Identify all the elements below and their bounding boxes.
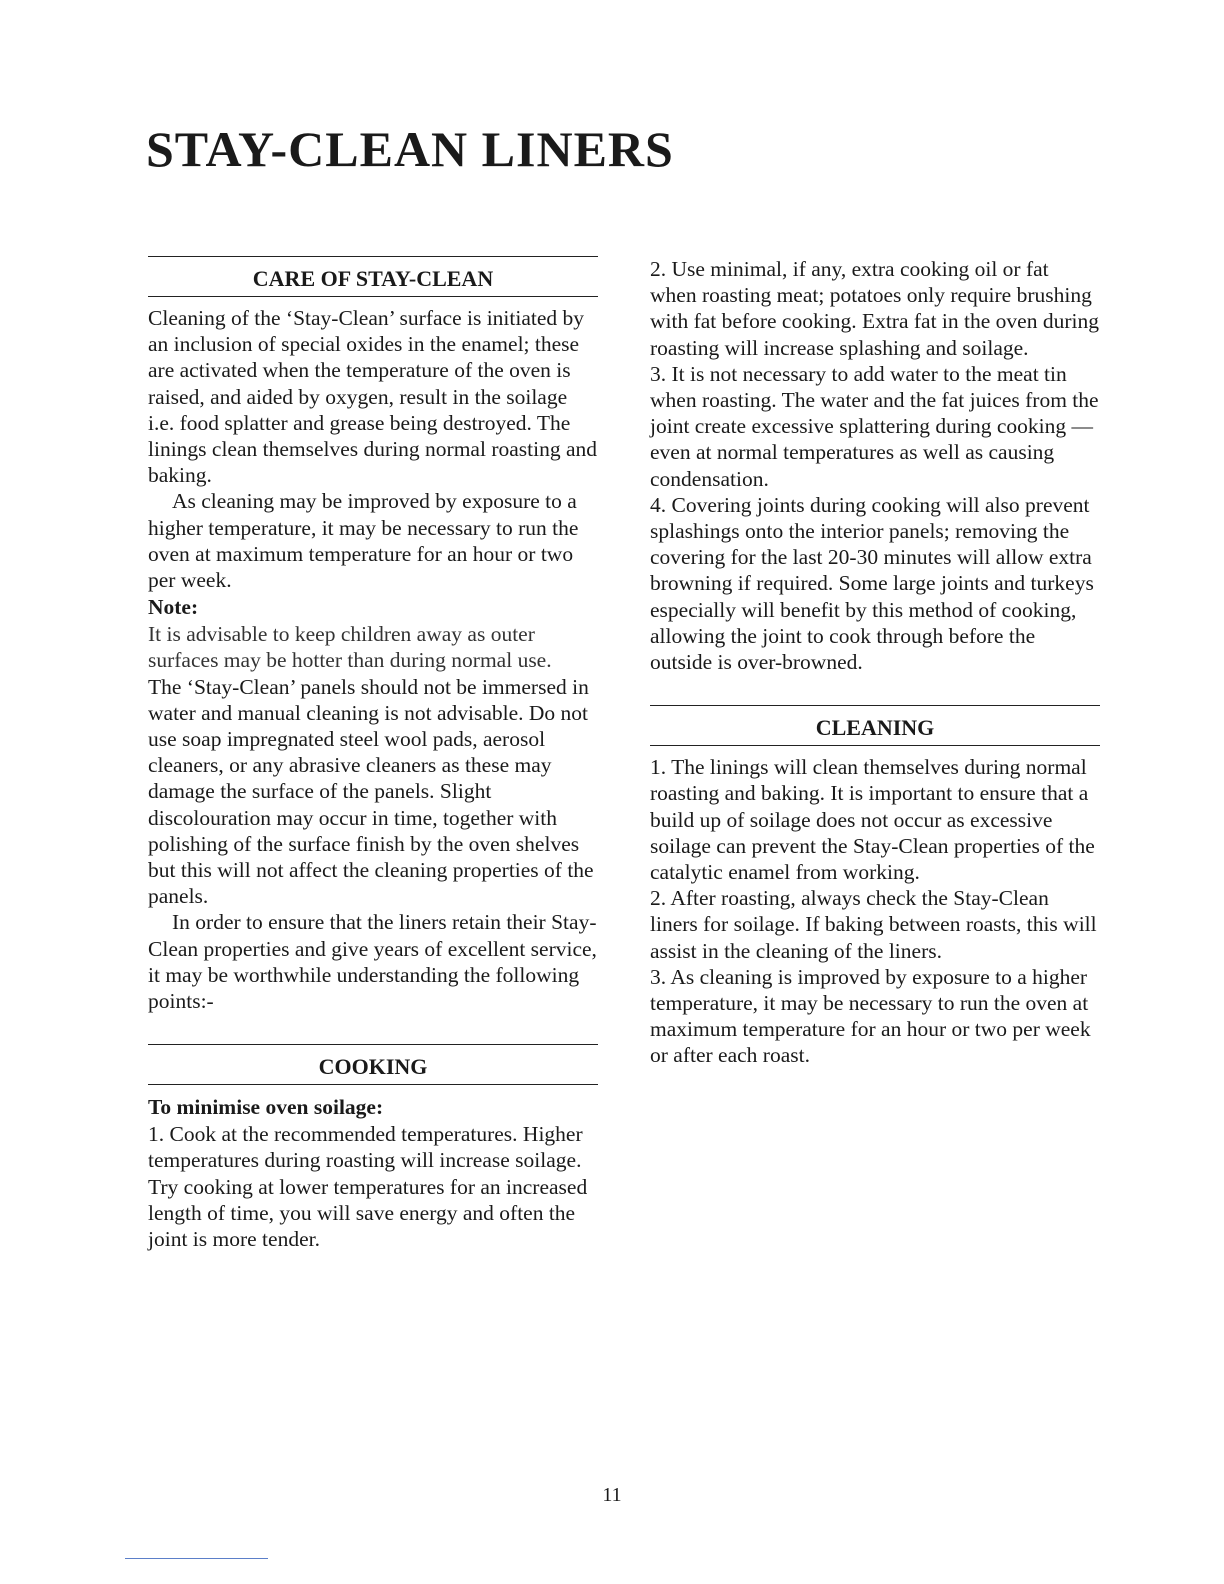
note-label: Note: bbox=[148, 595, 199, 620]
page-title: STAY-CLEAN LINERS bbox=[146, 121, 674, 177]
cooking-item-2: 2. Use minimal, if any, extra cooking oil or fat when roasting meat; potatoes only require brushing with fat before cooking. Extra fat in the oven during roasting will increase splashing and soilage. bbox=[650, 257, 1099, 360]
care-paragraph-3: The ‘Stay-Clean’ panels should not be immersed in water and manual cleaning is not advisable. Do not use soap impregnated steel wool pads, aerosol cleaners, or any abrasive cleaners as these may damage the surface of the panels. Slight discolouration may occur in time, together with polishing of the surface finish by the oven shelves but this will not affect the cleaning properties of the panels. bbox=[148, 674, 594, 909]
care-section-heading: CARE OF STAY-CLEAN bbox=[148, 256, 598, 297]
cooking-item-1: 1. Cook at the recommended temperatures. Higher temperatures during roasting will increase soilage. Try cooking at lower temperatures for an increased length of time, you will save energy and often the joint is more tender. bbox=[148, 1122, 588, 1252]
cleaning-item-1: 1. The linings will clean themselves during normal roasting and baking. It is important to ensure that a build up of soilage does not occur as excessive soilage can prevent the Stay-Clean properties of the catalytic enamel from working. bbox=[650, 755, 1095, 885]
cleaning-item-3: 3. As cleaning is improved by exposure to a higher temperature, it may be necessary to run the oven at maximum temperature for an hour or two per week or after each roast. bbox=[650, 964, 1091, 1068]
cooking-item-4: 4. Covering joints during cooking will also prevent splashings onto the interior panels; removing the covering for the last 20-30 minutes will allow extra browning if required. Some large joints and turkeys especially will benefit by this method of cooking, allowing the joint to cook through before the outside is over-browned. bbox=[650, 492, 1094, 675]
cooking-section-heading: COOKING bbox=[148, 1044, 598, 1085]
care-paragraph-4: In order to ensure that the liners retain their Stay-Clean properties and give years of excellent service, it may be worthwhile understanding the following points:- bbox=[148, 910, 597, 1014]
page-number: 11 bbox=[602, 1484, 622, 1506]
cooking-item-3: 3. It is not necessary to add water to the meat tin when roasting. The water and the fat juices from the joint create excessive splattering during cooking — even at normal temperatures as well as causing condensation. bbox=[650, 361, 1099, 491]
cooking-subheading: To minimise oven soilage: bbox=[148, 1095, 384, 1120]
note-text: It is advisable to keep children away as outer surfaces may be hotter than during normal use. bbox=[148, 622, 552, 673]
underline-mark bbox=[125, 1558, 268, 1559]
care-paragraph-1: Cleaning of the ‘Stay-Clean’ surface is initiated by an inclusion of special oxides in the enamel; these are activated when the temperature of the oven is raised, and aided by oxygen, result in the soilage i.e. food splatter and grease being destroyed. The linings clean themselves during normal roasting and baking. bbox=[148, 306, 598, 488]
cleaning-item-2: 2. After roasting, always check the Stay-Clean liners for soilage. If baking between roasts, this will assist in the cleaning of the liners. bbox=[650, 886, 1097, 963]
right-column bbox=[650, 256, 1100, 1069]
cleaning-section-heading: CLEANING bbox=[650, 705, 1100, 746]
left-column bbox=[148, 256, 598, 1252]
care-paragraph-2: As cleaning may be improved by exposure to a higher temperature, it may be necessary to run the oven at maximum temperature for an hour or two per week. bbox=[148, 489, 579, 593]
